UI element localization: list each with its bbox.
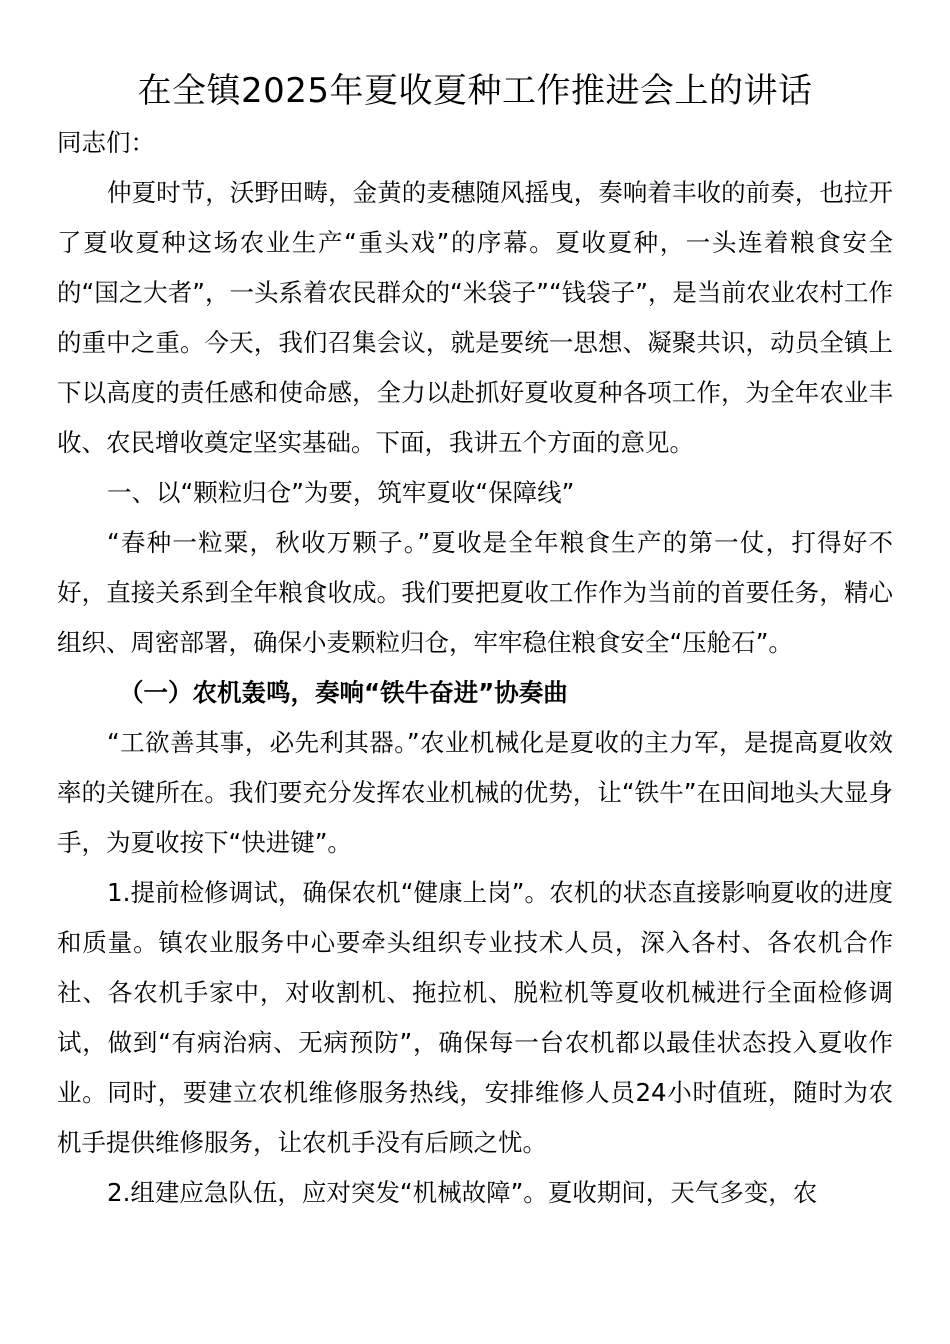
paragraph-item-1: 1.提前检修调试，确保农机“健康上岗”。农机的状态直接影响夏收的进度和质量。镇农业服务中心要牵头组织专业技术人员，深入各村、各农机合作社、各农机手家中，对收割机、拖拉机、脱粒机等夏收机械进行全面检修调试，做到“有病治病、无病预防”，确保每一台农机都以最佳状态投入夏收作业。同时，要建立农机维修服务热线，安排维修人员24小时值班，随时为农机手提供维修服务，让农机手没有后顾之忧。: [57, 878, 893, 1157]
subsection-heading-1: （一）农机轰鸣，奏响“铁牛奋进”协奏曲: [119, 678, 568, 707]
document-title: 在全镇2025年夏收夏种工作推进会上的讲话: [137, 71, 813, 111]
salutation: 同志们：: [57, 128, 155, 157]
paragraph-item-2: 2.组建应急队伍，应对突发“机械故障”。夏收期间，天气多变，农: [107, 1178, 818, 1207]
document-body: [57, 118, 893, 1218]
section-heading-1: 一、以“颗粒归仓”为要，筑牢夏收“保障线”: [107, 478, 575, 507]
paragraph-intro: 仲夏时节，沃野田畴，金黄的麦穗随风摇曳，奏响着丰收的前奏，也拉开了夏收夏种这场农业生产“重头戏”的序幕。夏收夏种，一头连着粮食安全的“国之大者”，一头系着农民群众的“米袋子”“钱袋子”，是当前农业农村工作的重中之重。今天，我们召集会议，就是要统一思想、凝聚共识，动员全镇上下以高度的责任感和使命感，全力以赴抓好夏收夏种各项工作，为全年农业丰收、农民增收奠定坚实基础。下面，我讲五个方面的意见。: [57, 178, 893, 457]
paragraph-subsection-1: “工欲善其事，必先利其器。”农业机械化是夏收的主力军，是提高夏收效率的关键所在。我们要充分发挥农业机械的优势，让“铁牛”在田间地头大显身手，为夏收按下“快进键”。: [57, 728, 893, 857]
paragraph-section-1: “春种一粒粟，秋收万颗子。”夏收是全年粮食生产的第一仗，打得好不好，直接关系到全年粮食收成。我们要把夏收工作作为当前的首要任务，精心组织、周密部署，确保小麦颗粒归仓，牢牢稳住粮食安全“压舱石”。: [57, 528, 893, 657]
